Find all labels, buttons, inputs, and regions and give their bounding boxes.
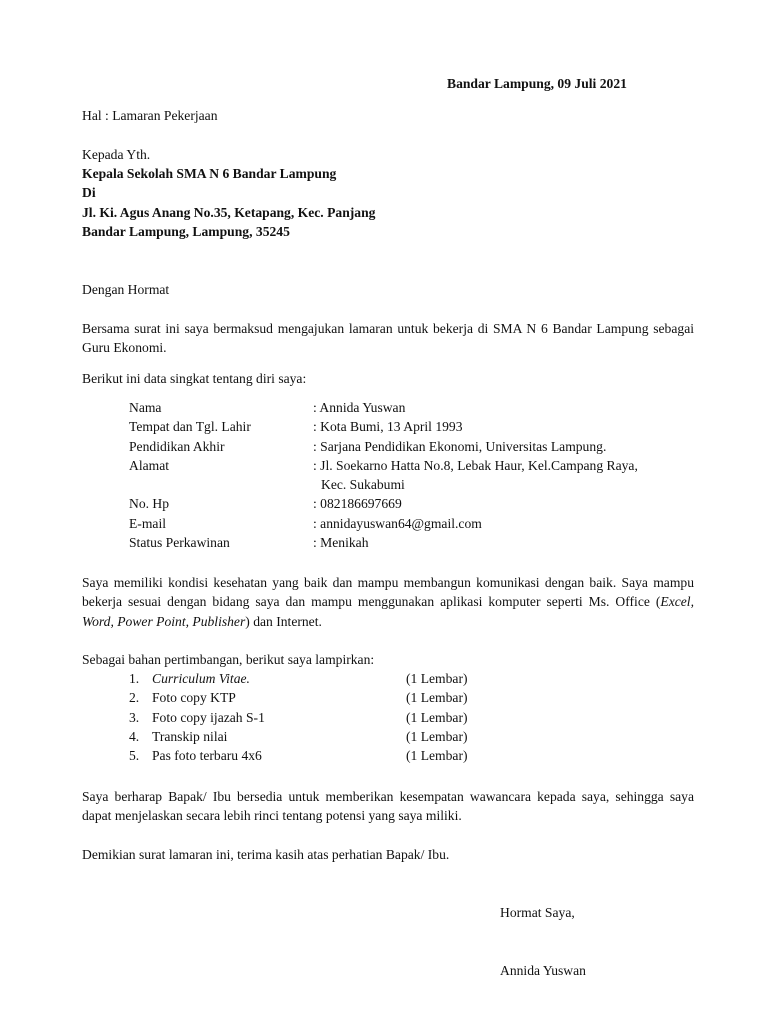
subject-line: Hal : Lamaran Pekerjaan — [82, 108, 218, 123]
skills-software: Excel, Word, Power Point, Publisher — [82, 594, 694, 629]
biodata-value: : Sarjana Pendidikan Ekonomi, Universitas Lampung. — [313, 438, 607, 454]
biodata-value: : 082186697669 — [313, 496, 402, 512]
attachment-quantity: (1 Lembar) — [406, 671, 468, 686]
biodata-value: : Annida Yuswan — [313, 400, 406, 415]
biodata-value: : annidayuswan64@gmail.com — [313, 515, 482, 531]
attachment-name: Transkip nilai — [152, 728, 228, 744]
attachment-number: 3. — [129, 709, 140, 725]
biodata-label: Pendidikan Akhir — [129, 438, 225, 454]
greeting: Dengan Hormat — [82, 282, 170, 297]
closing-thanks: Demikian surat lamaran ini, terima kasih atas perhatian Bapak/ Ibu. — [82, 847, 450, 862]
recipient-address-line2: Bandar Lampung, Lampung, 35245 — [82, 224, 290, 239]
biodata-label: Alamat — [129, 457, 170, 473]
biodata-intro: Berikut ini data singkat tentang diri saya: — [82, 371, 307, 386]
recipient-name: Kepala Sekolah SMA N 6 Bandar Lampung — [82, 166, 337, 181]
attachment-name: Foto copy KTP — [152, 690, 236, 706]
skills-text-before: Saya memiliki kondisi kesehatan yang baik dan mampu membangun komunikasi dengan baik. Saya mampu bekerja sesuai dengan bidang saya dan mampu menggunakan aplikasi komputer seperti Ms. Office ( — [82, 575, 694, 610]
biodata-value: : Jl. Soekarno Hatta No.8, Lebak Haur, Kel.Campang Raya, — [313, 457, 638, 473]
attachment-number: 1. — [129, 671, 140, 686]
recipient-salutation: Kepada Yth. — [82, 147, 151, 162]
biodata-value-continuation: Kec. Sukabumi — [321, 477, 405, 493]
recipient-address-line1: Jl. Ki. Agus Anang No.35, Ketapang, Kec. Panjang — [82, 205, 376, 220]
biodata-label: E-mail — [129, 515, 166, 531]
attachment-quantity: (1 Lembar) — [406, 728, 468, 744]
biodata-label: Tempat dan Tgl. Lahir — [129, 419, 251, 435]
closing-hope-paragraph: Saya berharap Bapak/ Ibu bersedia untuk memberikan kesempatan wawancara kepada saya, sehingga saya dapat menjelaskan secara lebih rinci tentang potensi yang saya miliki. — [82, 789, 694, 824]
attachment-number: 2. — [129, 690, 140, 706]
attachment-name: Pas foto terbaru 4x6 — [152, 748, 262, 764]
attachment-quantity: (1 Lembar) — [406, 709, 468, 725]
intro-paragraph: Bersama surat ini saya bermaksud mengajukan lamaran untuk bekerja di SMA N 6 Bandar Lampung sebagai Guru Ekonomi. — [82, 321, 694, 356]
signoff: Hormat Saya, — [500, 905, 575, 920]
attachment-quantity: (1 Lembar) — [406, 690, 468, 706]
attachment-number: 5. — [129, 748, 140, 764]
biodata-label: No. Hp — [129, 496, 170, 512]
biodata-label: Nama — [129, 400, 162, 415]
biodata-label: Status Perkawinan — [129, 535, 230, 551]
skills-text-after: ) dan Internet. — [245, 613, 322, 629]
biodata-value: : Menikah — [313, 535, 369, 551]
place-date: Bandar Lampung, 09 Juli 2021 — [447, 76, 627, 91]
attachment-quantity: (1 Lembar) — [406, 748, 468, 764]
signature-name: Annida Yuswan — [500, 963, 586, 978]
attachment-name: Curriculum Vitae. — [152, 671, 250, 686]
attachment-number: 4. — [129, 728, 140, 744]
recipient-di: Di — [82, 185, 96, 200]
biodata-value: : Kota Bumi, 13 April 1993 — [313, 419, 463, 435]
skills-paragraph — [82, 573, 694, 631]
attachment-name: Foto copy ijazah S-1 — [152, 709, 265, 725]
attachments-intro: Sebagai bahan pertimbangan, berikut saya lampirkan: — [82, 652, 375, 667]
